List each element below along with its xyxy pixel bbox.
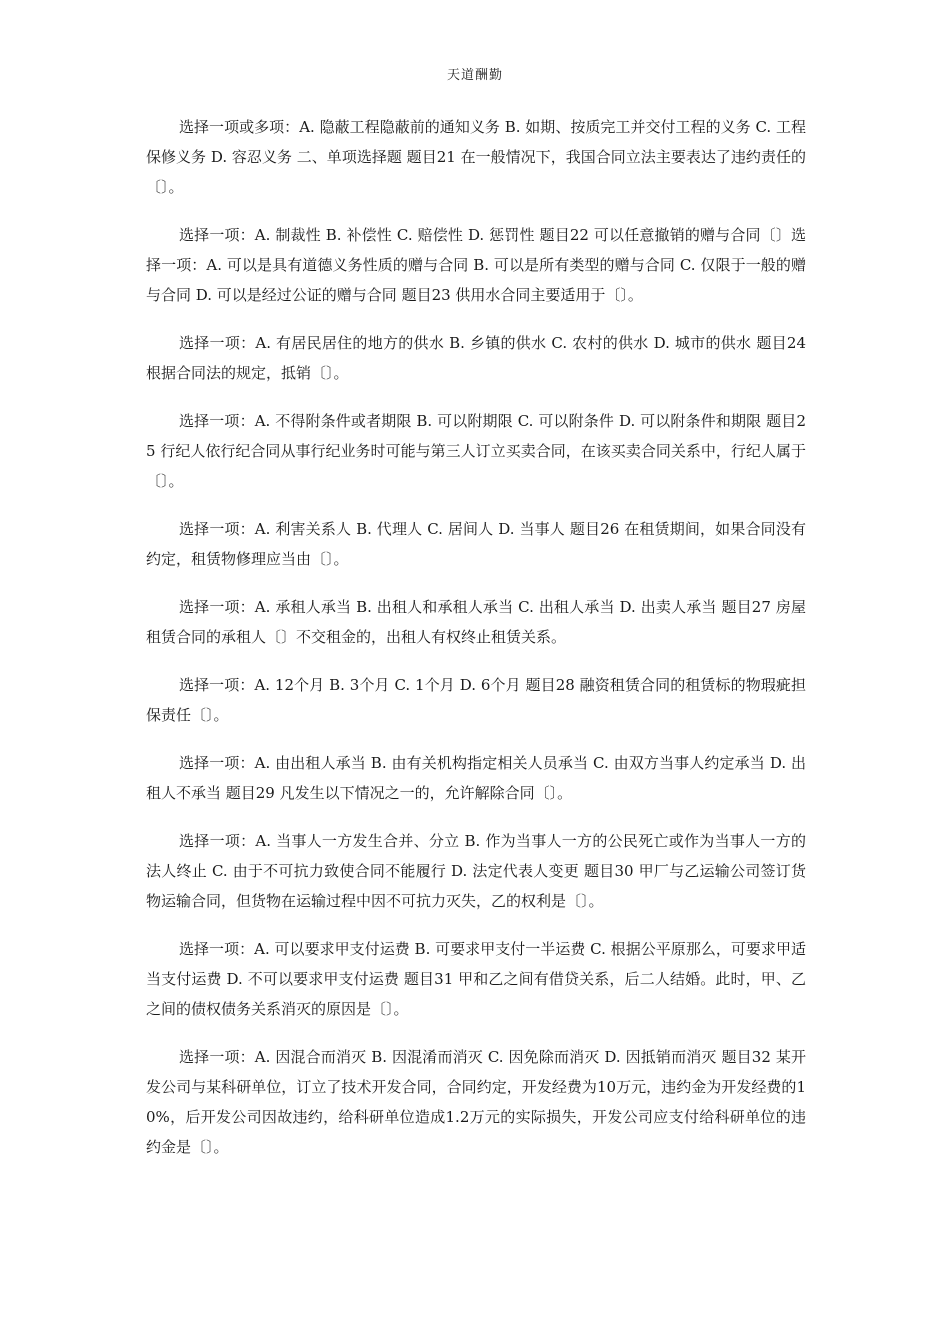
page-header-title: 天道酬勤 <box>446 68 503 83</box>
paragraph: 选择一项：A. 利害关系人 B. 代理人 C. 居间人 D. 当事人 题目26 在租赁期间，如果合同没有约定，租赁物修理应当由〔〕。 <box>146 520 806 568</box>
paragraph: 选择一项或多项：A. 隐蔽工程隐蔽前的通知义务 B. 如期、按质完工并交付工程的义务 C. 工程保修义务 D. 容忍义务 二、单项选择题 题目21 在一般情况下，我国合同立法主要表达了违约责任的〔〕。 <box>146 118 806 196</box>
document-body <box>146 112 806 1180</box>
paragraph: 选择一项：A. 不得附条件或者期限 B. 可以附期限 C. 可以附条件 D. 可以附条件和期限 题目25 行纪人依行纪合同从事行纪业务时可能与第三人订立买卖合同，在该买卖合同关系中，行纪人属于〔〕。 <box>146 412 806 490</box>
paragraph: 选择一项：A. 制裁性 B. 补偿性 C. 赔偿性 D. 惩罚性 题目22 可以任意撤销的赠与合同〔〕选择一项：A. 可以是具有道德义务性质的赠与合同 B. 可以是所有类型的赠与合同 C. 仅限于一般的赠与合同 D. 可以是经过公证的赠与合同 题目23 供用水合同主要适用于〔〕。 <box>146 226 806 304</box>
paragraph: 选择一项：A. 有居民居住的地方的供水 B. 乡镇的供水 C. 农村的供水 D. 城市的供水 题目24 根据合同法的规定，抵销〔〕。 <box>146 334 806 382</box>
paragraph: 选择一项：A. 可以要求甲支付运费 B. 可要求甲支付一半运费 C. 根据公平原那么，可要求甲适当支付运费 D. 不可以要求甲支付运费 题目31 甲和乙之间有借贷关系，后二人结婚。此时，甲、乙之间的债权债务关系消灭的原因是〔〕。 <box>146 940 806 1018</box>
paragraph: 选择一项：A. 承租人承当 B. 出租人和承租人承当 C. 出租人承当 D. 出卖人承当 题目27 房屋租赁合同的承租人〔〕不交租金的，出租人有权终止租赁关系。 <box>146 598 806 646</box>
paragraph: 选择一项：A. 当事人一方发生合并、分立 B. 作为当事人一方的公民死亡或作为当事人一方的法人终止 C. 由于不可抗力致使合同不能履行 D. 法定代表人变更 题目30 甲厂与乙运输公司签订货物运输合同，但货物在运输过程中因不可抗力灭失，乙的权利是〔〕。 <box>146 832 806 910</box>
paragraph: 选择一项：A. 因混合而消灭 B. 因混淆而消灭 C. 因免除而消灭 D. 因抵销而消灭 题目32 某开发公司与某科研单位，订立了技术开发合同，合同约定，开发经费为10万元，违约金为开发经费的10%，后开发公司因故违约，给科研单位造成1.2万元的实际损失，开发公司应支付给科研单位的违约金是〔〕。 <box>146 1048 806 1156</box>
paragraph: 选择一项：A. 由出租人承当 B. 由有关机构指定相关人员承当 C. 由双方当事人约定承当 D. 出租人不承当 题目29 凡发生以下情况之一的，允许解除合同〔〕。 <box>146 754 806 802</box>
paragraph: 选择一项：A. 12个月 B. 3个月 C. 1个月 D. 6个月 题目28 融资租赁合同的租赁标的物瑕疵担保责任〔〕。 <box>146 676 806 724</box>
